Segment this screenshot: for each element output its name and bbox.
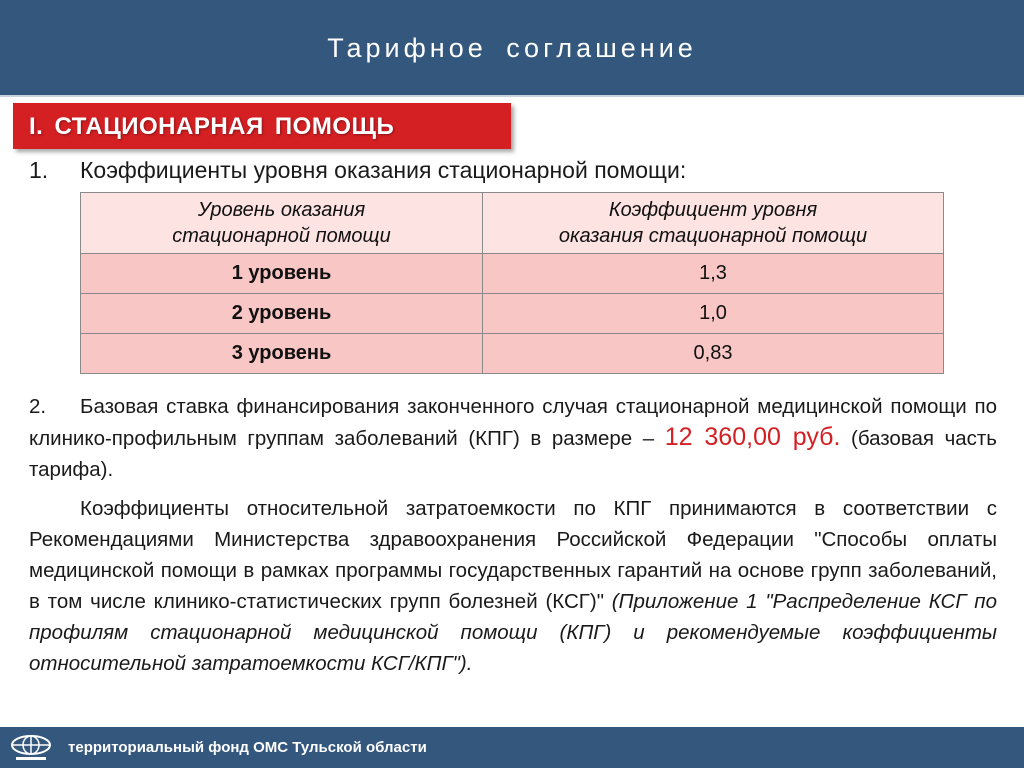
item2-number: 2. [29,395,47,418]
page-title: Тарифное соглашение [327,33,697,63]
table-cell-level: 3 уровень [81,334,483,374]
table-row [81,294,944,334]
table-header-coef-line2: оказания стационарной помощи [558,225,868,247]
table-header-coef [483,193,944,254]
table-cell-coef: 1,0 [483,294,944,334]
coefficient-table [80,192,944,374]
item3-text: Коэффициенты относительной затратоемкости по КПГ принимаются в соответствии с Рекомендациями Министерства здравоохранения Российской Федерации "Способы оплаты медицинской помощи в рамках программы государственных гарантий на основе групп заболеваний, в том числе клинико-статистических групп болезней (КСГ)" [29,497,997,613]
table-header-level [81,193,483,254]
item3-paragraph [29,493,997,679]
table-cell-level: 2 уровень [81,294,483,334]
section-title: I. СТАЦИОНАРНАЯ ПОМОЩЬ [29,113,395,140]
oms-logo-icon [8,732,54,764]
table-header-coef-line1: Коэффициент уровня [608,199,818,221]
table-row [81,254,944,294]
item3-italic-note: (Приложение 1 "Распределение КСГ по профилям стационарной медицинской помощи (КПГ) и рекомендуемые коэффициенты относительной затратоемкости КСГ/КПГ"). [29,590,997,675]
table-cell-level: 1 уровень [81,254,483,294]
table-cell-coef: 1,3 [483,254,944,294]
table-header-row [81,193,944,254]
item2-paragraph [29,391,997,485]
item1-heading [29,157,999,184]
item2-text-after: (базовая часть тарифа). [29,427,997,481]
table-header-level-line2: стационарной помощи [172,225,391,247]
table-cell-coef: 0,83 [483,334,944,374]
item1-heading-text: Коэффициенты уровня оказания стационарной помощи: [80,157,687,183]
table-header-level-line1: Уровень оказания [197,199,366,221]
section-banner [13,103,511,149]
footer-text: территориальный фонд ОМС Тульской области [68,739,427,756]
item1-number: 1. [29,157,49,183]
table-row [81,334,944,374]
footer-bar [0,727,1024,768]
header-bar [0,0,1024,97]
base-rate-value: 12 360,00 руб. [664,423,841,451]
item2-text-before: Базовая ставка финансирования законченного случая стационарной медицинской помощи по клинико-профильным группам заболеваний (КПГ) в размере – [29,395,997,450]
